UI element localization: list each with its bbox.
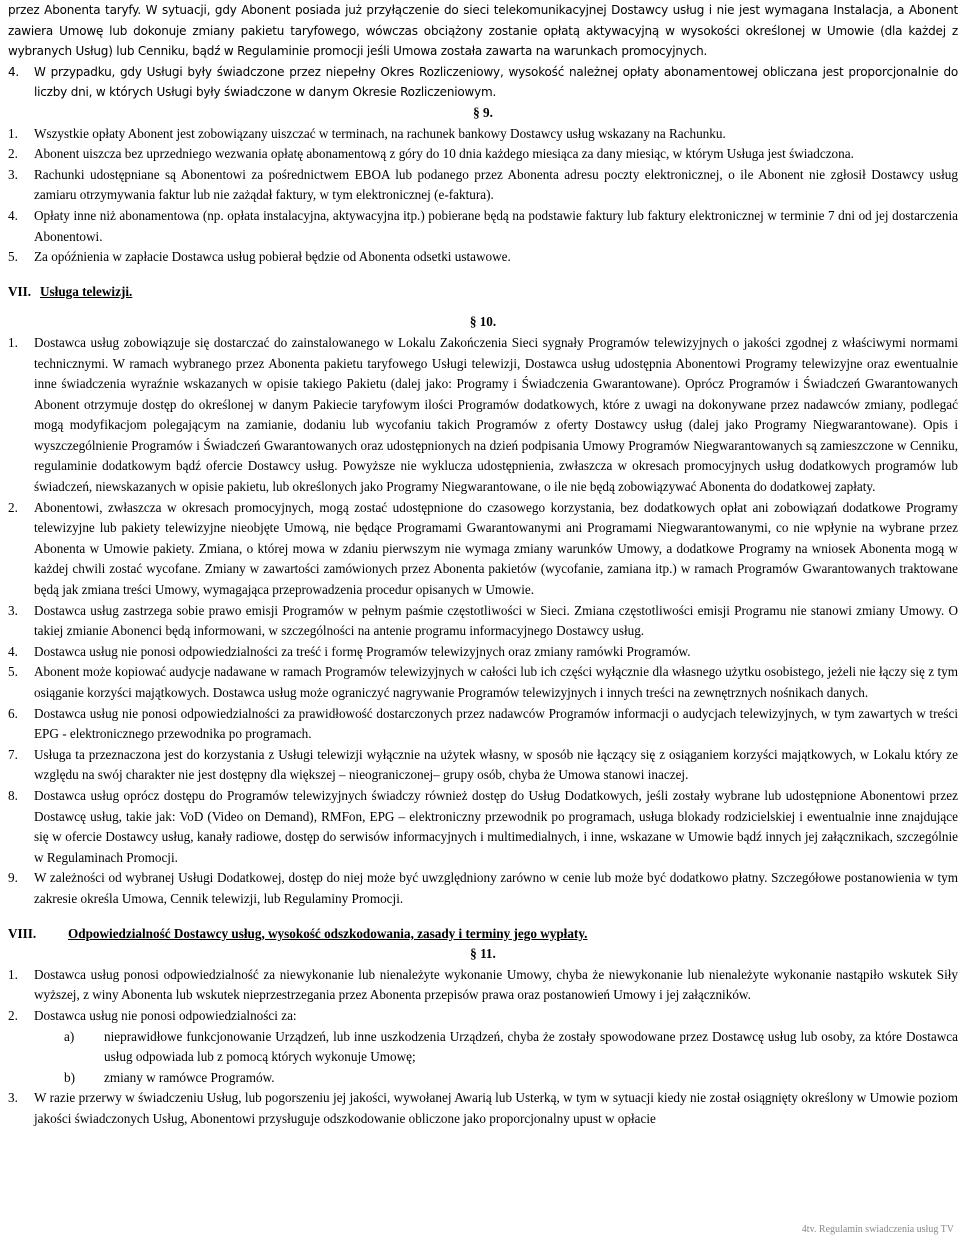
item-text: Abonentowi, zwłaszcza w okresach promocyjnych, mogą zostać udostępnione do czasowego korzystania, bez dodatkowych opłat ani zobowiązań dodatkowe Programy telewizyjne lub pakiety telewizyjne nieobjęte Umową, nie będące Programami Gwarantowanymi ani Programami Niegwarantowanymi, co nie wpłynie na wybrane przez Abonenta w Umowie pakiety. Zmiana, o której mowa w zdaniu pierwszym nie wymaga zmiany warunków Umowy, a dodatkowe Programy na wniosek Abonenta mogą w każdej chwili zostać wycofane. Zmiany w zawartości zamówionych przez Abonenta pakietów (wycofanie, zamiana itp.) w ramach Programów Gwarantowanych traktowane będą jak zmiana treści Umowy, wymagająca przeprowadzenia procedur opisanych w Umowie.: [34, 499, 958, 598]
item-text: Dostawca usług zobowiązuje się dostarczać do zainstalowanego w Lokalu Zakończenia Sieci sygnały Programów telewizyjnych o jakości zgodnej z właściwymi normami technicznymi. W ramach wybranego przez Abonenta pakietu taryfowego Usługi telewizji, Dostawca usług udostępnia Abonentowi Programy telewizyjne oraz ewentualnie inne świadczenia wyraźnie wskazanych w opisie takiego Pakietu (dalej jako: Programy i Świadczenia Gwarantowane). Oprócz Programów i Świadczeń Gwarantowanych Abonent otrzymuje dostęp do określonej w danym Pakiecie taryfowym ilości Programów dodatkowych, które z uwagi na dokonywane przez nadawców zmiany, podlegać mogą modyfikacjom polegającym na zamianie, dodaniu lub wycofaniu takich Programów z oferty Dostawcy usług (dalej jako Programy Niegwarantowane). Opis i wyszczególnienie Programów i Świadczeń Gwarantowanych oraz udostępnionych na dzień podpisania Umowy Programów Niegwarantowanych są zamieszczone w Cenniku, regulaminie dodatkowym bądź ofercie Dostawcy usług. Powyższe nie wyklucza udostępnienia, zwłaszcza w okresach promocyjnych usług dodatkowych programów lub świadczeń, niewskazanych w opisie pakietu, lub określonych jako Programy Niegwarantowane, o ile nie będą zobowiązywać Abonenta do dodatkowej zapłaty.: [34, 334, 958, 495]
chapter-title: Odpowiedzialność Dostawcy usług, wysokość odszkodowania, zasady i terminy jego wypłaty.: [68, 925, 588, 941]
section-9-title: § 9.: [473, 104, 493, 120]
item-number: 9.: [8, 870, 18, 886]
list-item: [8, 498, 958, 601]
item-number: 3.: [8, 602, 18, 618]
item-text: Abonent może kopiować audycje nadawane w ramach Programów telewizyjnych w całości lub ich części wyłącznie dla własnego użytku osobistego, jeżeli nie łączy się z tym osiąganie korzyści majątkowych. Dostawca usług może ograniczyć nagrywanie Programów telewizyjnych i innych treści na zewnętrznych nośnikach danych.: [34, 664, 958, 700]
item-text: Usługa ta przeznaczona jest do korzystania z Usługi telewizji wyłącznie na użytek własny, w sposób nie łączący się z osiąganiem korzyści majątkowych, w Lokalu który ze względu na swój charakter nie jest dostępny dla większej – nieograniczonej– grupy osób, chyba że Umowa stanowi inaczej.: [34, 746, 958, 783]
item-number: 6.: [8, 705, 18, 721]
chapter-number: VIII.: [8, 925, 37, 941]
item-text: Dostawca usług nie ponosi odpowiedzialności za:: [34, 1007, 297, 1023]
intro-paragraph: przez Abonenta taryfy. W sytuacji, gdy Abonent posiada już przyłączenie do sieci telekomunikacyjnej Dostawcy usług i nie jest wymagana Instalacja, a Abonent zawiera Umowę lub dokonuje zmiany pakietu taryfowego, wówczas obciążony zostanie opłatą aktywacyjną w wysokości określonej w Umowie (dla każdej z wybranych Usług) lub Cenniku, bądź w Regulaminie promocji jeśli Umowa została zawarta na warunkach promocyjnych.: [8, 3, 958, 59]
list-item: [8, 144, 958, 165]
item-number: 2.: [8, 499, 18, 515]
item-text: W razie przerwy w świadczeniu Usług, lub pogorszeniu jej jakości, wywołanej Awarią lub Usterką, w tym w sytuacji kiedy nie został osiągnięty określony w Umowie poziom jakości świadczonych Usług, Abonentowi przysługuje odszkodowanie obliczone jako proporcjonalny upust w opłacie: [34, 1090, 958, 1126]
chapter-7-heading: [8, 282, 958, 303]
section-10-list: [8, 333, 958, 910]
section-9-list: [8, 124, 958, 268]
item-number: 5.: [8, 664, 18, 680]
page-footer: 4tv. Regulamin swiadczenia usług TV: [801, 1224, 954, 1236]
list-item: [8, 124, 958, 145]
item-number: 2.: [8, 146, 18, 162]
item-number: 4.: [8, 643, 18, 659]
item-text: Dostawca usług oprócz dostępu do Programów telewizyjnych świadczy również dostęp do Usług Dodatkowych, jeśli zostały wybrane lub udostępnione Abonentowi przez Dostawcę usług, takie jak: VoD (Video on Demand), RMFon, EPG – elektroniczny przewodnik po programach, usługa blokady rodzicielskiej i ewentualnie inne znajdujące się w ofercie Dostawcy usług, kanały radiowe, dostęp do serwisów informacyjnych i multimedialnych, i inne, wskazane w Umowie bądź innych jej załącznikach, szczególnie w Regulaminach Promocji.: [34, 787, 958, 865]
item-text: W zależności od wybranej Usługi Dodatkowej, dostęp do niej może być uwzględniony zarówno w cenie lub może być dodatkowo płatny. Szczegółowe postanowienia w tym zakresie określa Umowa, Cennik telewizji, lub Regulaminy Promocji.: [34, 870, 958, 906]
item-number: 7.: [8, 746, 18, 762]
document-page: [8, 0, 958, 1129]
item-number: 1.: [8, 334, 18, 350]
list-item: [8, 662, 958, 703]
item-number: 3.: [8, 1090, 18, 1106]
sub-item-text: nieprawidłowe funkcjonowanie Urządzeń, lub inne uszkodzenia Urządzeń, chyba że zostały spowodowane przez Dostawcę usług lub osoby, za które Dostawca usług odpowiada lub z pomocą których wykonuje Umowę;: [104, 1028, 958, 1065]
chapter-8-heading: [8, 924, 958, 945]
list-item: [8, 786, 958, 868]
list-item: [8, 642, 958, 663]
item-number: 5.: [8, 249, 18, 265]
list-item: [8, 1006, 958, 1027]
chapter-number: VII.: [8, 283, 32, 299]
item-text: Za opóźnienia w zapłacie Dostawca usług pobierał będzie od Abonenta odsetki ustawowe.: [34, 249, 511, 265]
item-text: Opłaty inne niż abonamentowa (np. opłata instalacyjna, aktywacyjna itp.) pobierane będą na podstawie faktury lub faktury elektronicznej w terminie 7 dni od jej dostarczenia Abonentowi.: [34, 207, 958, 244]
item-number: 2.: [8, 1007, 18, 1023]
intro-item-4: [8, 62, 958, 103]
item-number: 3.: [8, 166, 18, 182]
item-number: 4.: [8, 207, 18, 223]
item-number: 1.: [8, 125, 18, 141]
item-number: 8.: [8, 787, 18, 803]
item-text: Abonent uiszcza bez uprzedniego wezwania opłatę abonamentową z góry do 10 dnia każdego miesiąca za dany miesiąc, w którym Usługa jest świadczona.: [34, 146, 854, 162]
chapter-title: Usługa telewizji.: [40, 283, 133, 299]
list-item: [8, 868, 958, 909]
item-text: Wszystkie opłaty Abonent jest zobowiązany uiszczać w terminach, na rachunek bankowy Dostawcy usług wskazany na Rachunku.: [34, 125, 726, 141]
item-number: 4.: [8, 64, 20, 79]
list-item: [8, 247, 958, 268]
list-item: [8, 704, 958, 745]
section-11-title: § 11.: [470, 946, 496, 962]
list-item: [8, 745, 958, 786]
list-item: [8, 206, 958, 247]
sub-item-text: zmiany w ramówce Programów.: [104, 1069, 275, 1085]
list-item: [8, 965, 958, 1006]
sub-item-letter: a): [64, 1028, 75, 1044]
item-text: Rachunki udostępniane są Abonentowi za pośrednictwem EBOA lub podanego przez Abonenta adresu poczty elektronicznej, o ile Abonent nie zgłosił Dostawcy usług zamiaru otrzymywania faktur lub nie zażądał faktury, w tym elektronicznej (e-faktura).: [34, 166, 958, 203]
list-item: [8, 165, 958, 206]
item-number: 1.: [8, 966, 18, 982]
sub-list-item: [64, 1027, 958, 1068]
item-text: Dostawca usług ponosi odpowiedzialność za niewykonanie lub nienależyte wykonanie Umowy, chyba że niewykonanie lub nienależyte wykonanie nastąpiło wskutek Siły wyższej, z winy Abonenta lub wskutek nieprzestrzegania przez Abonenta przepisów prawa oraz postanowień Umowy i jej załączników.: [34, 966, 958, 1003]
sub-list-item: [64, 1068, 958, 1089]
item-text: W przypadku, gdy Usługi były świadczone przez niepełny Okres Rozliczeniowy, wysokość należnej opłaty abonamentowej obliczana jest proporcjonalnie do liczby dni, w których Usługi były świadczone w danym Okresie Rozliczeniowym.: [34, 64, 958, 100]
item-text: Dostawca usług nie ponosi odpowiedzialności za prawidłowość dostarczonych przez nadawców Programów informacji o audycjach telewizyjnych, w tym zawartych w treści EPG - elektronicznego przewodnika po programach.: [34, 705, 958, 742]
item-text: Dostawca usług zastrzega sobie prawo emisji Programów w pełnym paśmie częstotliwości w Sieci. Zmiana częstotliwości emisji Programu nie stanowi zmiany Umowy. O takiej zmianie Abonenci będą informowani, w szczególności na antenie programu informacyjnego Dostawcy usług.: [34, 602, 958, 639]
item-text: Dostawca usług nie ponosi odpowiedzialności za treść i formę Programów telewizyjnych oraz zmiany ramówki Programów.: [34, 643, 691, 659]
list-item: [8, 1088, 958, 1129]
sub-item-letter: b): [64, 1069, 75, 1085]
list-item: [8, 333, 958, 498]
list-item: [8, 601, 958, 642]
section-10-title: § 10.: [469, 314, 497, 330]
